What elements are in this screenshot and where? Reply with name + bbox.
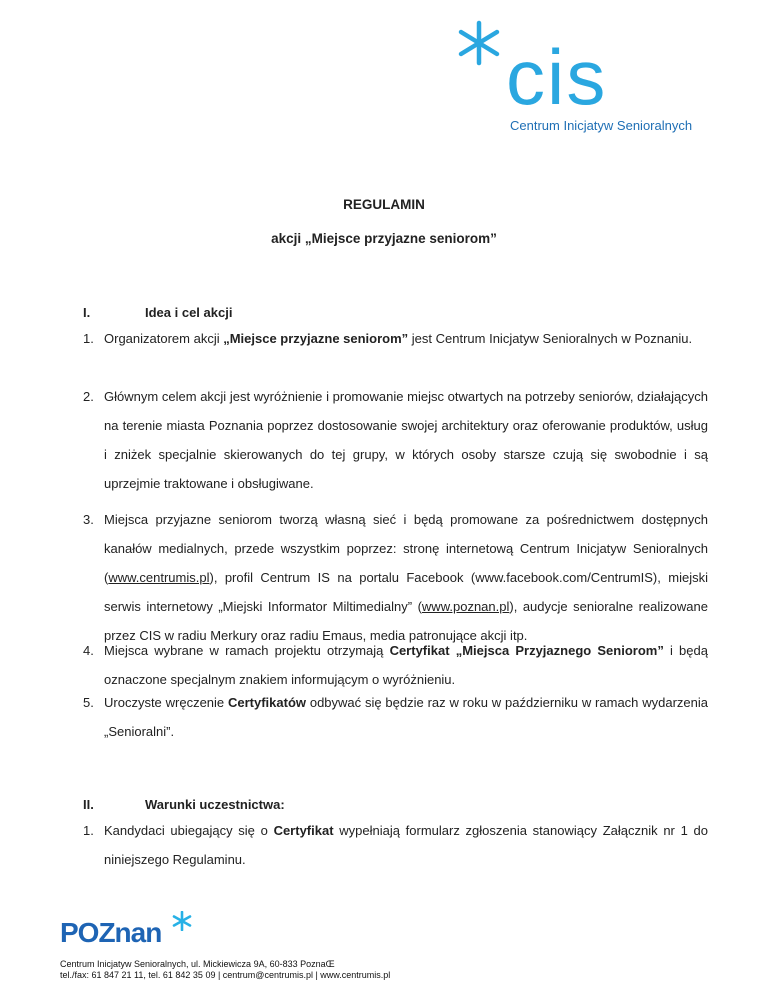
item-bold: Certyfikatów (227, 695, 307, 710)
item-text: i będą oznaczone specjalnym znakiem informującym o wyróżnieniu. (104, 643, 708, 687)
list-item (83, 688, 708, 746)
item-text: ), profil Centrum IS na portalu Facebook (www.facebook.com/CentrumIS), miejski serwis internetowy „Miejski Informator Miltimedialny” ( (104, 570, 708, 614)
section-title: Warunki uczestnictwa: (145, 797, 285, 812)
footer-address: Centrum Inicjatyw Senioralnych, ul. Mickiewicza 9A, 60-833 PoznaŒ (60, 959, 335, 969)
asterisk-icon (456, 20, 502, 66)
section-heading (83, 305, 232, 320)
list-item (83, 324, 708, 353)
logo-subtitle: Centrum Inicjatyw Senioralnych (510, 118, 693, 133)
item-text: Kandydaci ubiegający się o (104, 823, 274, 838)
section-number: I. (83, 305, 91, 320)
item-number: 1. (83, 331, 94, 346)
footer-contact: tel./fax: 61 847 21 11, tel. 61 842 35 09 | centrum@centrumis.pl | www.centrumis.pl (60, 970, 391, 980)
poznan-logo (60, 915, 200, 955)
item-bold: „Miejsce przyjazne seniorom” (223, 331, 409, 346)
centrumis-link[interactable]: www.centrumis.pl (108, 570, 210, 585)
section-number: II. (83, 797, 94, 812)
item-number: 4. (83, 643, 94, 658)
list-item (83, 816, 708, 874)
list-item (83, 636, 708, 694)
item-bold: Certyfikat „Miejsca Przyjaznego Seniorom” (389, 643, 664, 658)
poznan-link[interactable]: www.poznan.pl (421, 599, 510, 614)
item-number: 3. (83, 512, 94, 527)
logo-wordmark: cis (506, 33, 608, 121)
item-text: odbywać się będzie raz w roku w październiku w ramach wydarzenia „Senioralni”. (104, 695, 708, 739)
item-text: Głównym celem akcji jest wyróżnienie i promowanie miejsc otwartych na potrzeby seniorów, działających na terenie miasta Poznania poprzez dostosowanie swojej architektury oraz oferowanie produktów, usług i zniżek specjalnie skierowanych do tej grupy, w których osoby starsze czują się swobodnie i są uprzejmie traktowane i obsługiwane. (104, 389, 708, 491)
item-bold: Certyfikat (273, 823, 334, 838)
section-title: Idea i cel akcji (145, 305, 233, 320)
item-text: Miejsca wybrane w ramach projektu otrzymają (104, 643, 390, 658)
asterisk-icon (172, 911, 192, 931)
poznan-wordmark: POZnan (60, 917, 162, 948)
item-number: 5. (83, 695, 94, 710)
item-text: wypełniają formularz zgłoszenia stanowiący Załącznik nr 1 do niniejszego Regulaminu. (104, 823, 708, 867)
cis-logo (456, 20, 708, 132)
item-text: Organizatorem akcji (104, 331, 224, 346)
document-title: REGULAMIN (343, 197, 425, 212)
item-text: Uroczyste wręczenie (104, 695, 228, 710)
document-subtitle: akcji „Miejsce przyjazne seniorom” (271, 231, 497, 246)
item-number: 2. (83, 389, 94, 404)
list-item (83, 382, 708, 498)
list-item (83, 505, 708, 650)
item-text: Miejsca przyjazne seniorom tworzą własną sieć i będą promowane za pośrednictwem dostępnych kanałów medialnych, przede wszystkim poprzez: stronę internetową Centrum Inicjatyw Senioralnych ( (104, 512, 708, 585)
item-text: jest Centrum Inicjatyw Senioralnych w Poznaniu. (408, 331, 693, 346)
item-number: 1. (83, 823, 94, 838)
section-heading (83, 797, 285, 812)
item-text: ), audycje senioralne realizowane przez CIS w radiu Merkury oraz radiu Emaus, media patronujące akcji itp. (104, 599, 708, 643)
